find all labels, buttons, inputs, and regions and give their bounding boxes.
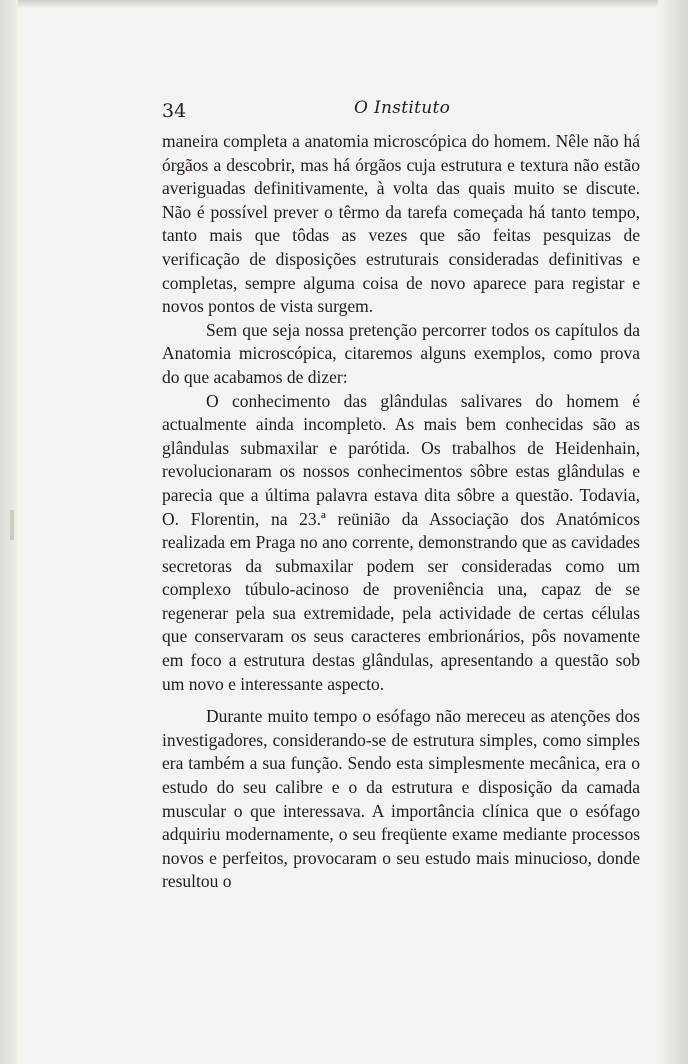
paragraph: Durante muito tempo o esófago não mereceu as atenções dos investigadores, considerando-se de estrutura simples, como simples era também a sua função. Sendo esta simplesmente mecânica, era o estudo do seu calibre e o da estrutura e disposição da camada muscular o que interessava. A importância clínica que o esófago adquiriu modernamente, o seu freqüente exame mediante processos novos e perfeitos, provocaram o seu estudo mais minucioso, donde resultou o (162, 706, 640, 892)
paragraph: Sem que seja nossa pretenção percorrer todos os capítulos da Anatomia microscópica, citaremos alguns exemplos, como prova do que acabamos de dizer: (162, 319, 640, 387)
margin-mark (10, 510, 14, 540)
page-top-edge (18, 0, 688, 8)
running-head (162, 98, 640, 128)
paragraph-continuation: maneira completa a anatomia microscópica do homem. Nêle não há órgãos a descobrir, mas há órgãos cuja estrutura e textura não estão averiguadas definitivamente, à volta das quais muito se discute. Não é possível prever o têrmo da tarefa começada há tanto tempo, tanto mais que tôdas as vezes que são feitas pesquizas de verificação de disposições estruturais consideradas definitivas e completas, sempre alguma coisa de novo aparece para registar e novos pontos de vista surgem. (162, 131, 640, 317)
page-right-edge (658, 0, 688, 1064)
page-number: 34 (162, 100, 187, 122)
paragraph: O conhecimento das glândulas salivares do homem é actualmente ainda incompleto. As mais bem conhecidas são as glândulas submaxilar e parótida. Os trabalhos de Heidenhain, revolucionaram os nossos conhecimentos sôbre estas glândulas e parecia que a última palavra estava dita sôbre a questão. Todavia, O. Florentin, na 23.ª reünião da Associação dos Anatómicos realizada em Praga no ano corrente, demonstrando que as cavidades secretoras da submaxilar podem ser consideradas como um complexo túbulo-acinoso de proveniência una, capaz de se regenerar pela sua extremidade, pela actividade de certas células que conservaram os seus caracteres embrionários, pôs novamente em foco a estrutura destas glândulas, apresentando a questão sob um novo e interessante aspecto. (162, 390, 640, 694)
page-gutter-shadow (0, 0, 18, 1064)
journal-title: O Instituto (354, 98, 451, 118)
body-text (162, 130, 640, 894)
